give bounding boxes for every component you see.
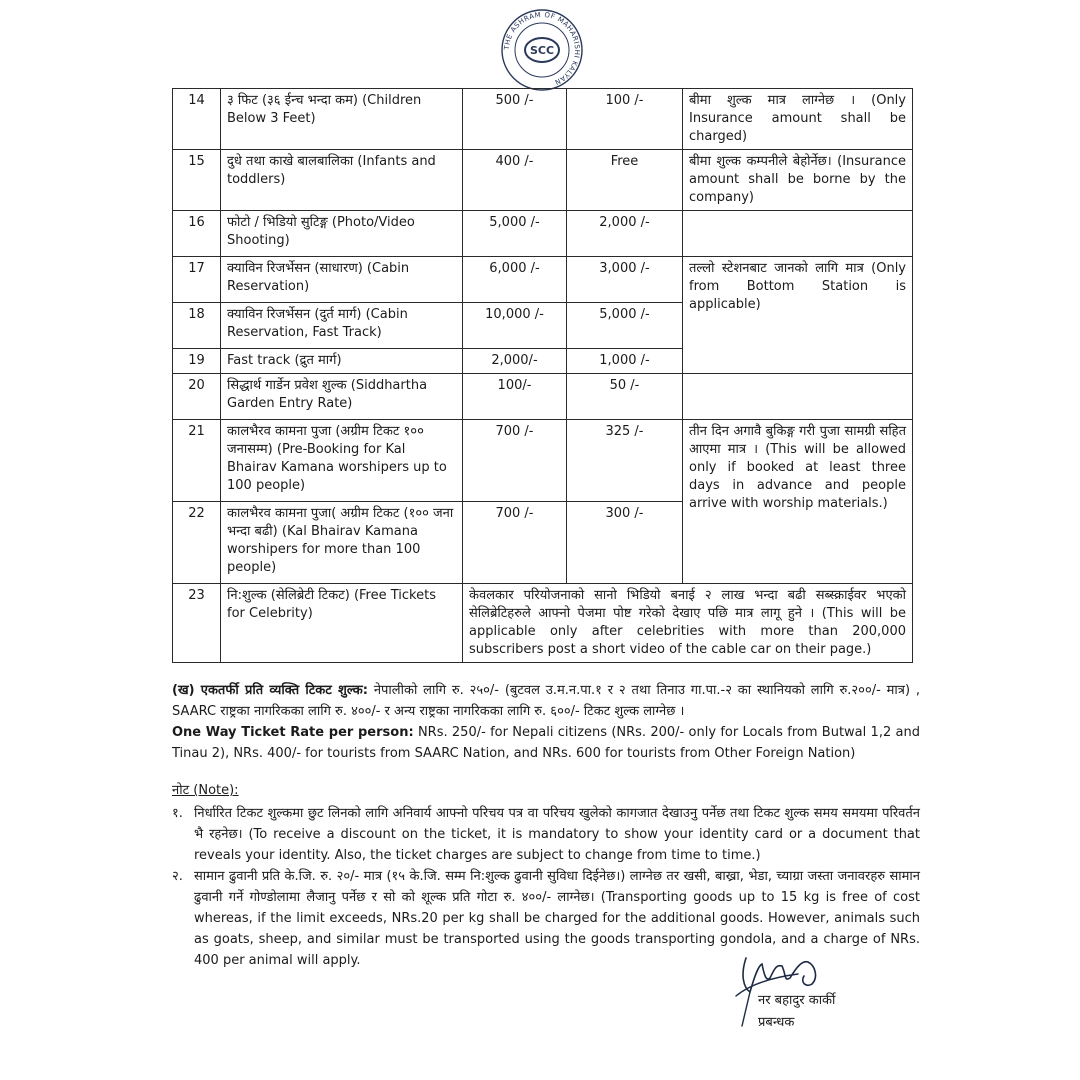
remark: बीमा शुल्क कम्पनीले बेहोर्नेछ। (Insurance amount shall be borne by the company) <box>683 150 913 211</box>
one-way-heading-en: One Way Ticket Rate per person: <box>172 725 414 740</box>
remark-celebrity: केवलकार परियोजनाको सानो भिडियो बनाई २ लाख भन्दा बढी सब्स्क्राईवर भएको सेलिब्रेटिहरुले आफ्नो पेजमा पोष्ट गरेको देखाए पछि मात्र लागू हुने । (This will be applicable only after celebrities with more than 200,000 subscribers post a short video of the cable car on their page.) <box>463 584 913 663</box>
item-description: फोटो / भिडियो सुटिङ्ग (Photo/Video Shooting) <box>221 211 463 257</box>
remark <box>683 374 913 420</box>
one-way-text-np: नेपालीको लागि रु. २५०/- (बुटवल उ.म.न.पा.१ र २ तथा तिनाउ गा.पा.-२ का स्थानियको लागि रु.२००/- मात्र) , SAARC राष्ट्रका नागरिकका लागि रु. ४००/- र अन्य राष्ट्रका नागरिकका लागि रु. ६००/- टिकट शुल्क लाग्नेछ । <box>172 683 920 719</box>
organization-seal <box>500 8 584 92</box>
note-text: सामान ढुवानी प्रति के.जि. रु. २०/- मात्र (१५ के.जि. सम्म नि:शुल्क ढुवानी सुविधा दिईनेछ।) लाग्नेछ तर खसी, बाख्रा, भेडा, च्याग्रा जस्ता जनावरहरु सामान ढुवानी गर्ने गोण्डोलामा लैजानु पर्नेछ र सो को शूल्क प्रति गोटा रु. ४००/- लाग्नेछ। (Transporting goods up to 15 kg is free of cost whereas, if the limit exceeds, NRs.20 per kg shall be charged for the additional goods. However, animals such as goats, sheep, and similar must be transported using the goods transporting gondola, and a charge of NRs. 400 per animal will apply. <box>194 869 920 968</box>
remark-bottom-station: तल्लो स्टेशनबाट जानको लागि मात्र (Only from Bottom Station is applicable) <box>683 257 913 374</box>
rate-column-2: 5,000 /- <box>567 303 683 349</box>
item-description: दुधे तथा काखे बालबालिका (Infants and toddlers) <box>221 150 463 211</box>
remark: बीमा शुल्क मात्र लाग्नेछ । (Only Insurance amount shall be charged) <box>683 89 913 150</box>
rate-column-2: Free <box>567 150 683 211</box>
remark <box>683 211 913 257</box>
rate-column-1: 400 /- <box>463 150 567 211</box>
note-number: १. <box>172 806 183 821</box>
one-way-heading-np: (ख) एकतर्फी प्रति व्यक्ति टिकट शुल्क: <box>172 683 368 698</box>
rate-column-1: 100/- <box>463 374 567 420</box>
one-way-rate-nepali <box>172 680 920 722</box>
rate-column-2: 325 /- <box>567 420 683 502</box>
rate-column-1: 500 /- <box>463 89 567 150</box>
seal-ring-text: THE ASHRAM OF MAHARISHI KALYAN <box>502 10 582 87</box>
note-number: २. <box>172 869 183 884</box>
signatory-title: प्रबन्धक <box>758 1015 795 1030</box>
note-text: निर्धारित टिकट शुल्कमा छुट लिनको लागि अनिवार्य आफ्नो परिचय पत्र वा परिचय खुलेको कागजात देखाउनु पर्नेछ तथा टिकट शुल्क समय समयमा परिवर्तन भै रहनेछ। (To receive a discount on the ticket, it is mandatory to show your identity card or a document that reveals your identity. Also, the ticket charges are subject to change from time to time.) <box>194 806 920 863</box>
remark-three-days: तीन दिन अगावै बुकिङ्ग गरी पुजा सामग्री सहित आएमा मात्र । (This will be allowed only if booked at least three days in advance and people arrive with worship materials.) <box>683 420 913 584</box>
table-row <box>173 374 913 420</box>
note-item <box>172 803 920 866</box>
table-row <box>173 257 913 303</box>
item-description: सिद्धार्थ गार्डेन प्रवेश शुल्क (Siddhartha Garden Entry Rate) <box>221 374 463 420</box>
row-number: 19 <box>173 349 221 374</box>
seal-inner-text: SCC <box>529 44 555 57</box>
item-description: Fast track (द्रुत मार्ग) <box>221 349 463 374</box>
one-way-rate-english <box>172 722 920 764</box>
rate-column-1: 700 /- <box>463 502 567 584</box>
row-number: 22 <box>173 502 221 584</box>
table-row <box>173 211 913 257</box>
rate-column-2: 100 /- <box>567 89 683 150</box>
item-description: नि:शुल्क (सेलिब्रेटी टिकट) (Free Tickets for Celebrity) <box>221 584 463 663</box>
rate-column-1: 2,000/- <box>463 349 567 374</box>
table-row <box>173 150 913 211</box>
row-number: 14 <box>173 89 221 150</box>
ticket-fee-table <box>172 88 913 663</box>
note-title: नोट (Note): <box>172 783 239 798</box>
rate-column-2: 1,000 /- <box>567 349 683 374</box>
table-row <box>173 584 913 663</box>
item-description: कालभैरव कामना पुजा( अग्रीम टिकट (१०० जना भन्दा बढी) (Kal Bhairav Kamana worshipers for more than 100 people) <box>221 502 463 584</box>
row-number: 20 <box>173 374 221 420</box>
rate-column-2: 2,000 /- <box>567 211 683 257</box>
item-description: क्याविन रिजर्भेसन (दुर्त मार्ग) (Cabin Reservation, Fast Track) <box>221 303 463 349</box>
item-description: क्याविन रिजर्भेसन (साधारण) (Cabin Reservation) <box>221 257 463 303</box>
row-number: 21 <box>173 420 221 502</box>
signatory-block <box>758 990 835 1034</box>
rate-column-2: 3,000 /- <box>567 257 683 303</box>
rate-column-1: 5,000 /- <box>463 211 567 257</box>
rate-column-1: 700 /- <box>463 420 567 502</box>
signatory-name: नर बहादुर कार्की <box>758 993 836 1008</box>
row-number: 15 <box>173 150 221 211</box>
rate-column-1: 6,000 /- <box>463 257 567 303</box>
row-number: 18 <box>173 303 221 349</box>
rate-column-2: 300 /- <box>567 502 683 584</box>
row-number: 17 <box>173 257 221 303</box>
item-description: कालभैरव कामना पुजा (अग्रीम टिकट १०० जनासम्म) (Pre-Booking for Kal Bhairav Kamana worshipers up to 100 people) <box>221 420 463 502</box>
table-row <box>173 89 913 150</box>
row-number: 16 <box>173 211 221 257</box>
item-description: ३ फिट (३६ ईन्च भन्दा कम) (Children Below 3 Feet) <box>221 89 463 150</box>
rate-column-1: 10,000 /- <box>463 303 567 349</box>
rate-column-2: 50 /- <box>567 374 683 420</box>
row-number: 23 <box>173 584 221 663</box>
one-way-text-en: NRs. 250/- for Nepali citizens (NRs. 200/- only for Locals from Butwal 1,2 and Tinau 2), NRs. 400/- for tourists from SAARC Nation, and NRs. 600 for tourists from Other Foreign Nation) <box>172 725 920 761</box>
table-row <box>173 420 913 502</box>
